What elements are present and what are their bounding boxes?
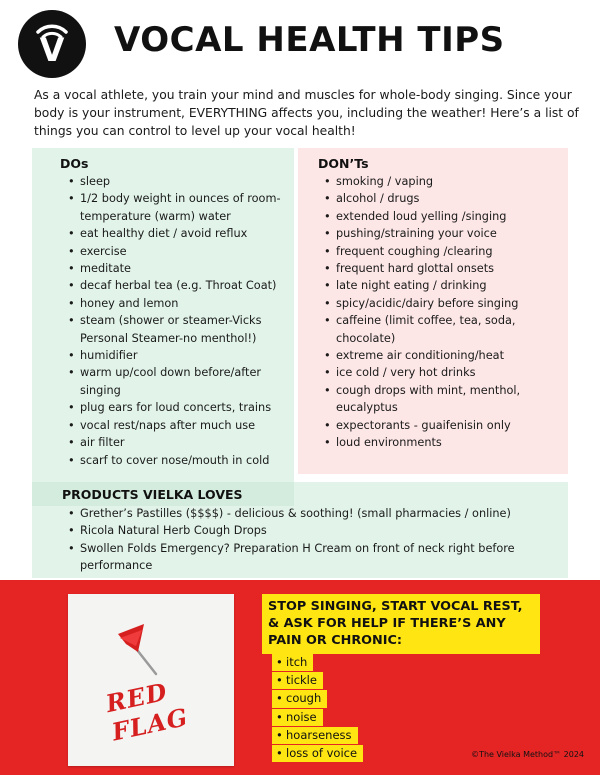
red-flag-text: RED FLAG (103, 676, 191, 747)
warning-callout (262, 594, 540, 654)
list-item: • smoking / vaping (322, 173, 562, 190)
list-item: • pushing/straining your voice (322, 225, 562, 242)
list-item: • expectorants - guaifenisin only (322, 417, 562, 434)
list-item: • late night eating / drinking (322, 277, 562, 294)
page-title: VOCAL HEALTH TIPS (114, 20, 505, 60)
dos-list (66, 173, 290, 469)
symptoms-list (272, 654, 363, 763)
list-item: • extreme air conditioning/heat (322, 347, 562, 364)
donts-list (322, 173, 562, 452)
copyright-notice: ©The Vielka Method™ 2024 (471, 750, 584, 759)
list-item: • meditate (66, 260, 290, 277)
list-item: • eat healthy diet / avoid reflux (66, 225, 290, 242)
warning-line: STOP SINGING, START VOCAL REST, (268, 599, 523, 614)
list-item: • Swollen Folds Emergency? Preparation H Cream on front of neck right before performance (66, 540, 536, 575)
list-item: • frequent hard glottal onsets (322, 260, 562, 277)
symptom-item: • cough (272, 690, 327, 707)
list-item: • vocal rest/naps after much use (66, 417, 290, 434)
list-item: • caffeine (limit coffee, tea, soda, chocolate) (322, 312, 562, 347)
list-item: • loud environments (322, 434, 562, 451)
list-item: • ice cold / very hot drinks (322, 364, 562, 381)
list-item: • exercise (66, 243, 290, 260)
list-item: • scarf to cover nose/mouth in cold (66, 452, 290, 469)
list-item: • air filter (66, 434, 290, 451)
symptom-item: • noise (272, 709, 323, 726)
symptom-item: • tickle (272, 672, 323, 689)
dos-panel (32, 148, 294, 482)
donts-heading: DON’Ts (318, 156, 369, 171)
list-item: • steam (shower or steamer-Vicks Personal Steamer-no menthol!) (66, 312, 290, 347)
list-item: • honey and lemon (66, 295, 290, 312)
symptom-item: • loss of voice (272, 745, 363, 762)
vielka-logo (18, 10, 86, 78)
intro-text: As a vocal athlete, you train your mind and muscles for whole-body singing. Since your body is your instrument, EVERYTHING affects you, including the weather! Here’s a list of things you can control to level up your vocal health! (34, 88, 579, 138)
products-panel (32, 482, 568, 578)
list-item: • sleep (66, 173, 290, 190)
products-list (66, 505, 536, 575)
warning-line: PAIN OR CHRONIC: (268, 633, 403, 648)
logo-letter: V (39, 31, 65, 69)
list-item: • extended loud yelling /singing (322, 208, 562, 225)
list-item: • humidifier (66, 347, 290, 364)
list-item: • warm up/cool down before/after singing (66, 364, 290, 399)
symptom-item: • itch (272, 654, 313, 671)
donts-panel (298, 148, 568, 474)
list-item: • 1/2 body weight in ounces of room-temperature (warm) water (66, 190, 290, 225)
dos-heading: DOs (60, 156, 89, 171)
symptom-item: • hoarseness (272, 727, 358, 744)
list-item: • Grether’s Pastilles ($$$$) - delicious & soothing! (small pharmacies / online) (66, 505, 536, 522)
list-item: • alcohol / drugs (322, 190, 562, 207)
list-item: • frequent coughing /clearing (322, 243, 562, 260)
list-item: • cough drops with mint, menthol, eucalyptus (322, 382, 562, 417)
list-item: • spicy/acidic/dairy before singing (322, 295, 562, 312)
red-flag-image (68, 594, 234, 766)
list-item: • plug ears for loud concerts, trains (66, 399, 290, 416)
list-item: • Ricola Natural Herb Cough Drops (66, 522, 536, 539)
list-item: • decaf herbal tea (e.g. Throat Coat) (66, 277, 290, 294)
products-heading: PRODUCTS VIELKA LOVES (62, 487, 243, 502)
warning-line: & ASK FOR HELP IF THERE’S ANY (268, 616, 506, 631)
